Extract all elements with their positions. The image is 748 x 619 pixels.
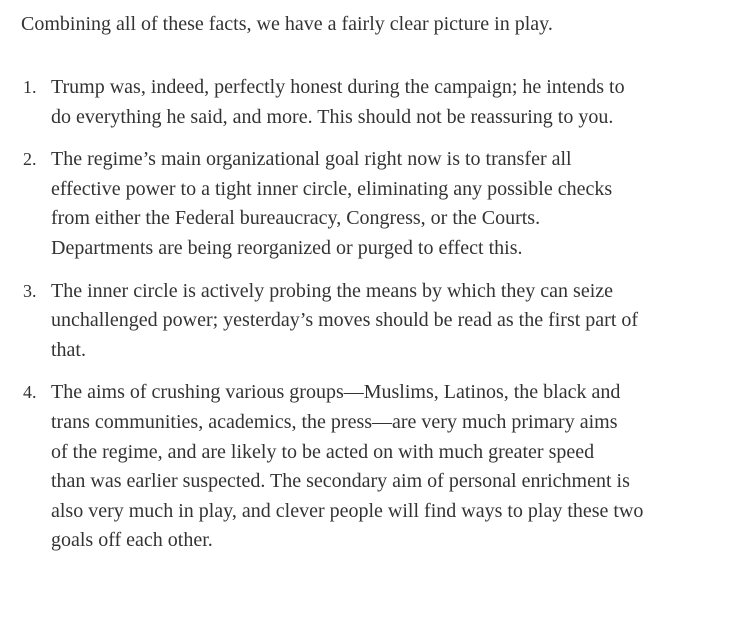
- list-item-text-line: The inner circle is actively probing the means by which they can seize: [51, 279, 614, 302]
- list-item-2: [0, 145, 731, 263]
- list-item-3: [0, 277, 731, 366]
- list-item-4: [0, 378, 731, 556]
- list-item-number: 2.: [23, 149, 37, 170]
- intro-paragraph: Combining all of these facts, we have a fairly clear picture in play.: [21, 13, 553, 35]
- numbered-list: [0, 73, 748, 569]
- list-item-text-line: effective power to a tight inner circle, eliminating any possible checks: [51, 177, 613, 200]
- list-item-text-line: The aims of crushing various groups—Muslims, Latinos, the black and: [51, 381, 621, 404]
- list-item-text-line: do everything he said, and more. This should not be reassuring to you.: [51, 105, 614, 128]
- list-item-text-line: Trump was, indeed, perfectly honest during the campaign; he intends to: [51, 76, 625, 98]
- list-item-1: [0, 73, 731, 132]
- list-item-text-line: from either the Federal bureaucracy, Congress, or the Courts.: [51, 207, 541, 230]
- list-item-text-line: unchallenged power; yesterday’s moves should be read as the first part of: [51, 309, 639, 332]
- list-item-text-line: than was earlier suspected. The secondary aim of personal enrichment is: [51, 470, 630, 493]
- list-item-text-line: also very much in play, and clever people will find ways to play these two: [51, 499, 644, 522]
- list-item-text-line: trans communities, academics, the press—are very much primary aims: [51, 410, 618, 433]
- list-item-text-line: of the regime, and are likely to be acted on with much greater speed: [51, 440, 595, 463]
- list-item-text-line: The regime’s main organizational goal right now is to transfer all: [51, 148, 572, 171]
- list-item-text-line: Departments are being reorganized or purged to effect this.: [51, 236, 523, 259]
- list-item-text-line: that.: [51, 338, 86, 361]
- list-item-number: 3.: [23, 280, 37, 301]
- list-item-number: 1.: [23, 77, 37, 97]
- list-item-number: 4.: [23, 382, 37, 403]
- list-item-text-line: goals off each other.: [51, 529, 213, 552]
